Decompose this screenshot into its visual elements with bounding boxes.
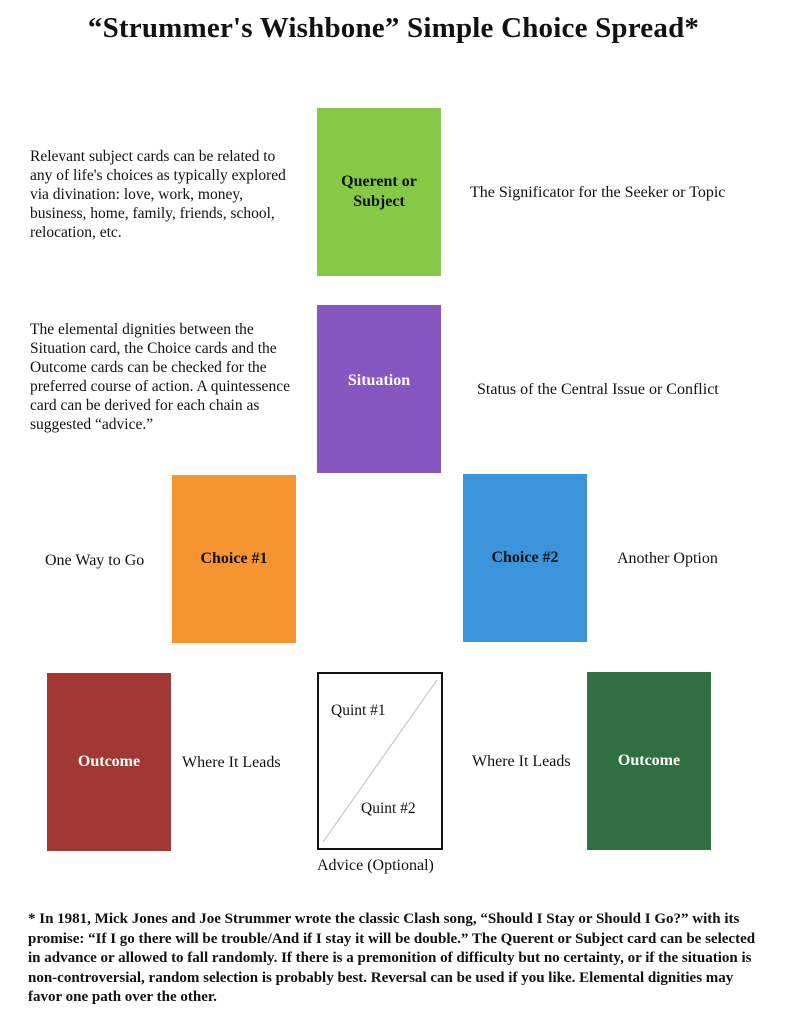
choice1-card	[172, 475, 296, 643]
advice-label: Advice (Optional)	[317, 857, 434, 874]
querent-meaning: The Significator for the Seeker or Topic	[470, 184, 726, 201]
querent-card-label: Querent or Subject	[341, 173, 417, 210]
quint1-label: Quint #1	[331, 702, 386, 719]
situation-meaning: Status of the Central Issue or Conflict	[477, 381, 719, 398]
advice-card	[317, 672, 443, 850]
diagonal-divider	[319, 674, 441, 848]
subject-note: Relevant subject cards can be related to any of life's choices as typically explored via divination: love, work, money, business, home, family, friends, school, relocation, etc.	[30, 148, 286, 241]
footnote: * In 1981, Mick Jones and Joe Strummer wrote the classic Clash song, “Should I Stay or Should I Go?” with its promise: “If I go there will be trouble/And if I stay it will be double.” The Querent or Subject card can be selected in advance or allowed to fall randomly. If there is a premonition of difficulty but no certainty, or if the situation is non-controversial, random selection is probably best. Reversal can be used if you like. Elemental dignities may favor one path over the other.	[28, 911, 756, 1006]
querent-card	[317, 108, 441, 276]
page-title: “Strummer's Wishbone” Simple Choice Spread*	[87, 12, 700, 44]
quint2-label: Quint #2	[361, 800, 416, 817]
choice2-meaning: Another Option	[617, 550, 718, 567]
dignities-note: The elemental dignities between the Situation card, the Choice cards and the Outcome cards can be checked for the preferred course of action. A quintessence card can be derived for each chain as suggested “advice.”	[30, 321, 290, 433]
outcome2-card	[587, 672, 711, 850]
situation-card	[317, 305, 441, 473]
outcome2-card-label: Outcome	[617, 752, 681, 769]
outcome1-card	[47, 673, 171, 851]
situation-card-label: Situation	[347, 372, 411, 389]
choice1-meaning: One Way to Go	[45, 552, 145, 569]
outcome2-meaning: Where It Leads	[472, 753, 571, 770]
outcome1-card-label: Outcome	[77, 753, 141, 770]
outcome1-meaning: Where It Leads	[182, 754, 281, 771]
choice2-card	[463, 474, 587, 642]
choice2-card-label: Choice #2	[491, 549, 559, 566]
choice1-card-label: Choice #1	[200, 550, 268, 567]
